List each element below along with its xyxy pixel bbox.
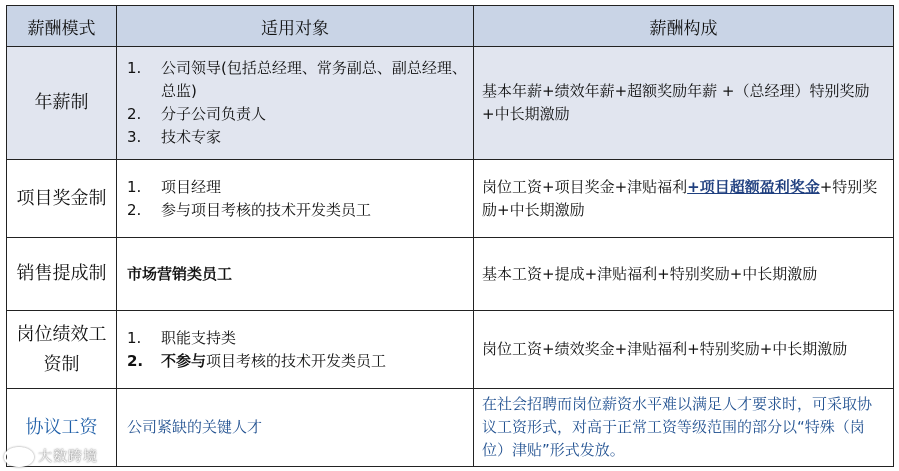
target-list	[127, 176, 467, 222]
mode-cell: 岗位绩效工资制	[7, 311, 117, 389]
header-row	[7, 6, 894, 47]
header-target: 适用对象	[117, 6, 474, 47]
list-item: 3. 技术专家	[127, 128, 222, 146]
table-row	[7, 389, 894, 467]
target-cell	[117, 160, 474, 238]
watermark: 大数跨境	[4, 446, 98, 467]
table-row	[7, 238, 894, 311]
composition-cell: 基本工资+提成+津贴福利+特别奖励+中长期激励	[474, 238, 894, 311]
target-list	[127, 57, 467, 149]
highlighted-bonus: +项目超额盈利奖金	[687, 177, 820, 196]
list-item: 2. 不参与项目考核的技术开发类员工	[127, 351, 387, 370]
mode-cell: 年薪制	[7, 47, 117, 160]
composition-cell: 在社会招聘而岗位薪资水平难以满足人才要求时，可采取协议工资形式，对高于正常工资等级范围的部分以“特殊（岗位）津贴”形式发放。	[474, 389, 894, 467]
target-cell	[117, 47, 474, 160]
list-item: 2. 参与项目考核的技术开发类员工	[127, 200, 372, 219]
list-item: 1. 公司领导(包括总经理、常务副总、副总经理、总监)	[127, 59, 467, 100]
list-item: 2. 分子公司负责人	[127, 105, 267, 123]
list-item: 1. 职能支持类	[127, 328, 237, 347]
composition-cell: 岗位工资+项目奖金+津贴福利+项目超额盈利奖金+特别奖励+中长期激励	[474, 160, 894, 238]
compensation-table	[6, 5, 894, 467]
target-list	[127, 327, 467, 373]
list-item: 1. 项目经理	[127, 177, 222, 196]
target-cell	[117, 311, 474, 389]
header-composition: 薪酬构成	[474, 6, 894, 47]
watermark-logo-icon	[4, 447, 34, 467]
table-row	[7, 160, 894, 238]
target-cell: 市场营销类员工	[117, 238, 474, 311]
target-cell: 公司紧缺的关键人才	[117, 389, 474, 467]
composition-cell: 岗位工资+绩效奖金+津贴福利+特别奖励+中长期激励	[474, 311, 894, 389]
mode-cell: 销售提成制	[7, 238, 117, 311]
header-mode: 薪酬模式	[7, 6, 117, 47]
mode-cell: 协议工资	[7, 389, 117, 467]
composition-cell: 基本年薪+绩效年薪+超额奖励年薪 +（总经理）特别奖励+中长期激励	[474, 47, 894, 160]
table-row	[7, 47, 894, 160]
table-row	[7, 311, 894, 389]
mode-cell: 项目奖金制	[7, 160, 117, 238]
